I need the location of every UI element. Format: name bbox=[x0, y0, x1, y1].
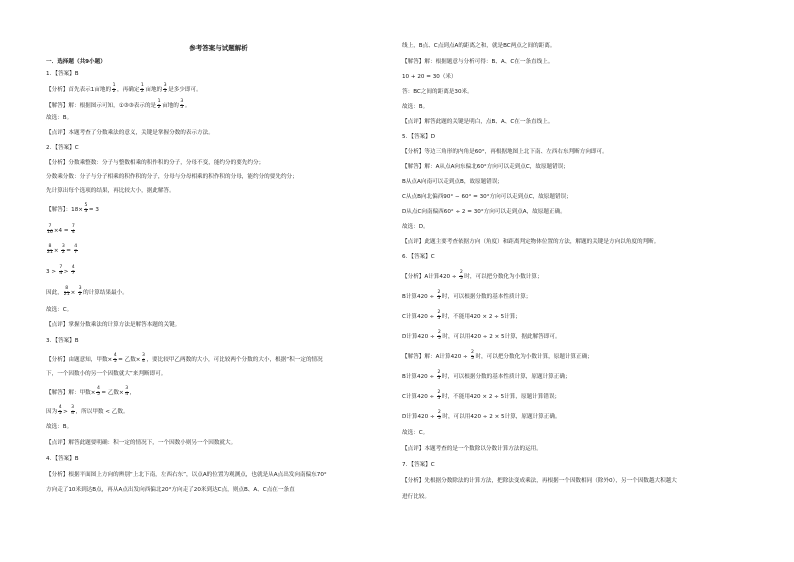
fraction bbox=[437, 291, 441, 302]
numerator: 1 bbox=[157, 99, 161, 104]
text-run: 【点评】此题主要考查依据方向（角度）和距离判定物体位置的方法，解题的关键是方向以角度的判断。 bbox=[402, 239, 660, 245]
denominator: 2 bbox=[140, 88, 144, 94]
denominator: 4 bbox=[125, 391, 129, 397]
fraction bbox=[58, 406, 62, 417]
denominator: 2 bbox=[61, 249, 65, 255]
text-line bbox=[46, 225, 76, 236]
text-run: = bbox=[66, 247, 73, 254]
fraction bbox=[47, 225, 53, 236]
fraction bbox=[113, 354, 117, 365]
text-run: 故选：B。 bbox=[46, 115, 73, 121]
text-run: 一．选择题（共9小题） bbox=[46, 59, 106, 65]
text-line bbox=[402, 478, 677, 485]
denominator: 5 bbox=[437, 295, 441, 301]
numerator: 2 bbox=[437, 290, 441, 295]
fraction bbox=[74, 245, 78, 256]
numerator: 4 bbox=[96, 386, 100, 391]
fraction bbox=[71, 406, 75, 417]
fraction bbox=[437, 411, 441, 422]
numerator: 3 bbox=[180, 99, 184, 104]
fraction bbox=[71, 225, 75, 236]
fraction bbox=[437, 311, 441, 322]
denominator: 2 bbox=[157, 104, 161, 110]
fraction bbox=[437, 371, 441, 382]
text-run: > bbox=[63, 268, 71, 275]
text-line bbox=[402, 254, 435, 261]
denominator: 4 bbox=[142, 358, 145, 364]
numerator: 2 bbox=[437, 330, 441, 335]
text-run: 【点评】解答此题的关键是明白，点B、A、C在一条直线上。 bbox=[402, 119, 554, 125]
numerator: 4 bbox=[71, 265, 75, 270]
text-line bbox=[46, 160, 264, 167]
text-line bbox=[402, 371, 571, 382]
denominator: 2 bbox=[112, 88, 116, 94]
text-line bbox=[402, 331, 561, 342]
text-run: = 乙数× bbox=[118, 356, 141, 363]
numerator: 2 bbox=[471, 350, 474, 355]
text-run: 6．【答案】C bbox=[402, 254, 435, 260]
text-run: ，再确定 bbox=[117, 86, 140, 93]
text-run: 故选：D。 bbox=[402, 224, 429, 230]
fraction bbox=[96, 387, 100, 398]
fraction bbox=[78, 287, 82, 298]
fraction bbox=[459, 271, 463, 282]
numerator: 2 bbox=[437, 370, 441, 375]
text-run: 【点评】掌握分数乘法的计算方法是解答本题的关键。 bbox=[46, 322, 181, 328]
fraction bbox=[471, 351, 475, 362]
text-run: 亩地的 bbox=[162, 102, 179, 109]
denominator: 4 bbox=[71, 410, 75, 416]
text-run: 故选：C。 bbox=[402, 430, 429, 436]
text-run: 的计算结果最小。 bbox=[83, 289, 128, 296]
numerator: 3 bbox=[125, 386, 129, 391]
text-line bbox=[46, 440, 236, 447]
text-line bbox=[402, 311, 521, 322]
text-run: 时，可以根据分数的基本性质计算，原题计算正确； bbox=[441, 373, 571, 380]
numerator: 8 bbox=[65, 286, 69, 291]
fraction bbox=[140, 84, 144, 95]
numerator: 2 bbox=[437, 390, 441, 395]
denominator: 5 bbox=[437, 315, 441, 321]
fraction bbox=[180, 100, 184, 111]
denominator: 7 bbox=[71, 270, 75, 276]
text-line bbox=[402, 179, 503, 186]
fraction bbox=[47, 245, 53, 256]
text-run: 线上，B点、C点到点A的距离之和，就是BC两点之间的距离。 bbox=[402, 43, 556, 49]
text-run: 10 + 20 = 30（米） bbox=[402, 74, 457, 80]
fraction bbox=[71, 266, 75, 277]
denominator: 7 bbox=[74, 249, 78, 255]
fraction bbox=[163, 84, 167, 95]
denominator: 2 bbox=[78, 291, 82, 297]
text-run: 7．【答案】C bbox=[402, 462, 435, 468]
text-run: 【分析】根据平面图上方向的辨别“上北下南，左西右东”，以点A的位置为观测点，也就是从A点出发向南偏东70° bbox=[46, 472, 327, 478]
text-line bbox=[46, 59, 106, 66]
text-line bbox=[46, 174, 298, 181]
text-run: ×4 = bbox=[53, 227, 71, 234]
fraction bbox=[157, 100, 161, 111]
text-run: 【分析】由题意知，甲数× bbox=[46, 356, 113, 363]
numerator: 7 bbox=[48, 224, 52, 229]
denominator: 5 bbox=[180, 104, 184, 110]
denominator: 4 bbox=[59, 270, 63, 276]
text-line bbox=[46, 472, 327, 479]
text-run: D计算420 ÷ bbox=[402, 333, 437, 340]
text-run: 【分析】A计算420 ÷ bbox=[402, 273, 459, 280]
text-run: 故选：C。 bbox=[46, 307, 73, 313]
text-run: B从点A向南可以走到点B，故原题错误； bbox=[402, 179, 504, 185]
denominator: 5 bbox=[113, 358, 117, 364]
text-line bbox=[46, 287, 128, 298]
text-line bbox=[46, 84, 202, 95]
text-line bbox=[402, 194, 572, 201]
text-run: 1．【答案】B bbox=[46, 71, 79, 77]
text-run: 时，可以根据分数的基本性质计算； bbox=[441, 293, 532, 300]
denominator: 16 bbox=[47, 229, 53, 235]
text-run: > bbox=[63, 408, 70, 415]
text-run: 时，可以把分数化为小数计算，原题计算正确； bbox=[475, 353, 593, 360]
text-run: 时，不能用420 × 2 ÷ 5计算； bbox=[441, 313, 521, 320]
text-run: 【分析】首先表示1亩地的 bbox=[46, 86, 112, 93]
text-line bbox=[46, 266, 76, 277]
text-run: 因为 bbox=[46, 408, 58, 415]
text-run: 时，可以把分数化为小数计算； bbox=[464, 273, 543, 280]
fraction bbox=[125, 387, 129, 398]
text-run: 故选：B。 bbox=[46, 424, 73, 430]
fraction bbox=[142, 354, 146, 365]
text-run: 是多少即可。 bbox=[168, 86, 202, 93]
text-run: 【分析】等边三角形的内角是60°，再根据地图上北下南、左西右东判断方向即可。 bbox=[402, 149, 608, 155]
numerator: 3 bbox=[163, 83, 167, 88]
fraction bbox=[64, 287, 70, 298]
text-line bbox=[402, 239, 659, 246]
numerator: 3 bbox=[142, 353, 145, 358]
text-line bbox=[46, 387, 135, 398]
numerator: 2 bbox=[437, 310, 441, 315]
text-run: × bbox=[53, 247, 61, 254]
denominator: 5 bbox=[437, 395, 441, 401]
numerator: 2 bbox=[437, 410, 441, 415]
text-run: 先计算出每个选项的结果，再比较大小，据此解答。 bbox=[46, 188, 175, 194]
fraction bbox=[437, 391, 441, 402]
text-line bbox=[46, 100, 190, 111]
text-line bbox=[402, 446, 542, 453]
text-line bbox=[46, 322, 180, 329]
text-run: 进行比较。 bbox=[402, 494, 430, 500]
numerator: 5 bbox=[84, 203, 88, 208]
text-run: 下，一个因数小的另一个因数就大”来判断即可。 bbox=[46, 371, 167, 377]
text-run: 【解答】解：根据图示可知，①③③表示的是 bbox=[46, 102, 157, 109]
text-run: 故选：B。 bbox=[402, 104, 429, 110]
denominator: 21 bbox=[47, 249, 53, 255]
denominator: 5 bbox=[437, 375, 441, 381]
denominator: 5 bbox=[58, 410, 62, 416]
text-line bbox=[46, 371, 166, 378]
text-line bbox=[46, 406, 129, 417]
denominator: 5 bbox=[96, 391, 100, 397]
text-run: 5．【答案】D bbox=[402, 134, 436, 140]
text-line bbox=[46, 145, 79, 152]
text-run: × bbox=[70, 289, 78, 296]
text-line bbox=[402, 59, 553, 66]
text-line bbox=[402, 391, 560, 402]
text-run: 【解答】解：根据题意与分析可得：B、A、C在一条直线上。 bbox=[402, 59, 554, 65]
text-run: = 乙数× bbox=[101, 389, 124, 396]
text-run: ， bbox=[129, 389, 136, 396]
text-line bbox=[402, 224, 429, 231]
denominator: 3 bbox=[84, 208, 88, 214]
numerator: 1 bbox=[112, 83, 116, 88]
fraction bbox=[61, 245, 65, 256]
text-run: 。 bbox=[184, 102, 191, 109]
text-run: 【分析】分数乘整数：分子与整数相乘的积作积的分子，分母不变，能约分的要先约分； bbox=[46, 160, 265, 166]
fraction bbox=[59, 266, 63, 277]
text-line bbox=[402, 494, 430, 501]
text-run: 【分析】先根据分数除法的计算方法，把除法变成乘法，再根据一个因数相同（除外0），另一个因数越大积越大 bbox=[402, 478, 677, 484]
text-line bbox=[402, 89, 473, 96]
text-run: = 3 bbox=[88, 206, 99, 213]
text-run: B计算420 ÷ bbox=[402, 373, 436, 380]
fraction bbox=[112, 84, 116, 95]
numerator: 4 bbox=[113, 353, 117, 358]
text-run: C从点B向北偏西90° − 60° = 30°方向可以走到点C，故原题错误； bbox=[402, 194, 572, 200]
numerator: 7 bbox=[71, 224, 75, 229]
fraction bbox=[437, 331, 441, 342]
text-line bbox=[46, 424, 72, 431]
text-line bbox=[402, 134, 435, 141]
text-line bbox=[46, 71, 79, 78]
text-line bbox=[46, 115, 72, 122]
text-line bbox=[46, 245, 79, 256]
text-run: 【解答】解：甲数× bbox=[46, 389, 96, 396]
denominator: 5 bbox=[163, 88, 167, 94]
denominator: 5 bbox=[437, 415, 441, 421]
text-run: 2．【答案】C bbox=[46, 145, 79, 151]
text-run: 【解答】解：A从点A向东偏北60°方向可以走到点C，故原题错误； bbox=[402, 164, 569, 170]
text-line bbox=[46, 338, 79, 345]
text-line bbox=[402, 209, 566, 216]
denominator: 5 bbox=[459, 275, 463, 281]
text-line bbox=[46, 307, 72, 314]
text-run: 时，可以用420 ÷ 2 × 5计算，原题计算正确。 bbox=[442, 413, 561, 420]
text-run: 时，不能用420 × 2 ÷ 5计算，原题计算错误； bbox=[441, 393, 561, 400]
numerator: 4 bbox=[58, 405, 62, 410]
denominator: 5 bbox=[437, 335, 441, 341]
text-line bbox=[402, 43, 555, 50]
text-line bbox=[46, 487, 295, 494]
numerator: 3 bbox=[78, 286, 82, 291]
text-line bbox=[46, 354, 323, 365]
text-run: ，要比较甲乙两数的大小，可比较两个分数的大小，根据“积一定的情况 bbox=[146, 356, 323, 363]
text-line bbox=[402, 119, 553, 126]
text-line bbox=[46, 204, 99, 215]
numerator: 4 bbox=[74, 244, 78, 249]
text-run: 分数乘分数：分子与分子相乘的积作积的分子，分母与分母相乘的积作积的分母，能约分的要先约分； bbox=[46, 174, 298, 180]
numerator: 3 bbox=[71, 405, 75, 410]
text-run: 【解答】解：A计算420 ÷ bbox=[402, 353, 470, 360]
numerator: 8 bbox=[48, 244, 52, 249]
text-line bbox=[402, 74, 457, 81]
numerator: 1 bbox=[140, 83, 144, 88]
text-run: B计算420 ÷ bbox=[402, 293, 436, 300]
text-run: 时，可以用420 ÷ 2 × 5计算，据此解答即可。 bbox=[442, 333, 561, 340]
text-line bbox=[402, 291, 531, 302]
denominator: 5 bbox=[471, 355, 474, 361]
numerator: 3 bbox=[61, 244, 65, 249]
text-line bbox=[402, 351, 593, 362]
text-run: 亩地的 bbox=[145, 86, 163, 93]
text-run: 【解答】：18× bbox=[46, 206, 83, 213]
text-line bbox=[402, 430, 428, 437]
text-line bbox=[46, 188, 175, 195]
text-run: D从点C向南偏西60° ÷ 2 = 30°方向可以走到点A，故原题正确。 bbox=[402, 209, 566, 215]
text-run: 3 > bbox=[46, 268, 58, 275]
text-line bbox=[402, 104, 428, 111]
denominator: 21 bbox=[63, 291, 70, 297]
numerator: 2 bbox=[459, 270, 463, 275]
text-run: 4．【答案】B bbox=[46, 456, 79, 462]
text-line bbox=[402, 164, 569, 171]
text-run: 【点评】本题考查的是一个数除以分数计算方法的运用。 bbox=[402, 446, 542, 452]
text-run: 【点评】解答此题要明确：积一定的情况下，一个因数小则另一个因数就大。 bbox=[46, 440, 237, 446]
text-run: ，所以甲数 < 乙数。 bbox=[75, 408, 129, 415]
page-title: 参考答案与试题解析 bbox=[189, 44, 248, 52]
text-run: 答：BC之间的距离是30米。 bbox=[402, 89, 473, 95]
text-run: C计算420 ÷ bbox=[402, 313, 437, 320]
text-line bbox=[46, 456, 79, 463]
text-line bbox=[402, 149, 608, 156]
text-run: 方向走了10米到达B点，再从A点出发向西偏北20°方向走了20米到达C点，则点B、A、C点在一条直 bbox=[46, 487, 295, 493]
text-line bbox=[402, 462, 435, 469]
numerator: 7 bbox=[59, 265, 63, 270]
text-run: 3．【答案】B bbox=[46, 338, 79, 344]
text-line bbox=[46, 130, 214, 137]
text-line bbox=[402, 271, 543, 282]
text-run: C计算420 ÷ bbox=[402, 393, 437, 400]
text-run: 因此， bbox=[46, 289, 63, 296]
fraction bbox=[84, 204, 88, 215]
text-run: D计算420 ÷ bbox=[402, 413, 437, 420]
text-run: 【点评】本题考查了分数乘法的意义，关键是掌握分数的表示方法。 bbox=[46, 130, 214, 136]
denominator: 4 bbox=[71, 229, 75, 235]
text-line bbox=[402, 411, 561, 422]
